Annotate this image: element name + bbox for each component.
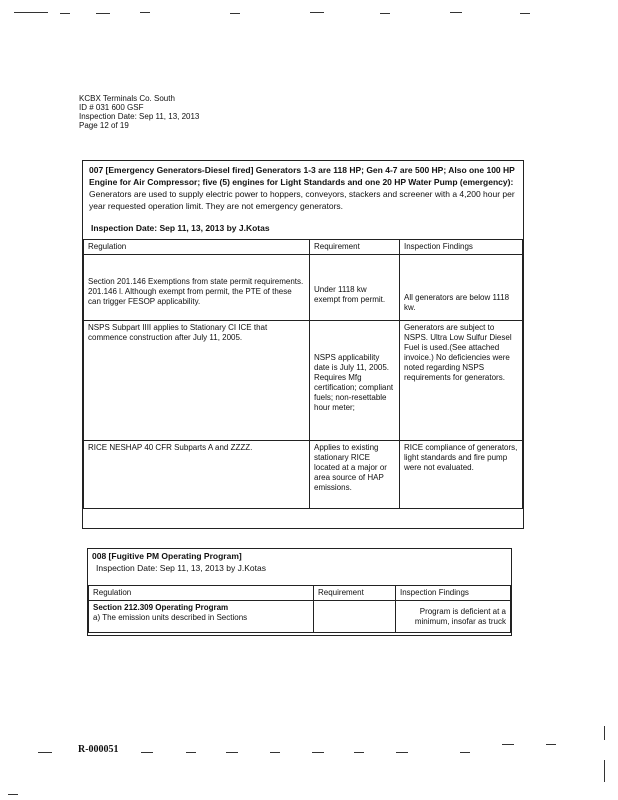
col-requirement: Requirement [310,240,400,255]
scan-dash [230,13,240,14]
section-008-title: 008 [Fugitive PM Operating Program] [92,551,242,561]
table-row [84,441,523,509]
footer-dash [270,752,280,753]
cell-findings: Generators are subject to NSPS. Ultra Low Sulfur Diesel Fuel is used.(See attached invoice.) No deficiencies were noted regarding NSPS requirements for generators. [400,321,523,441]
cell-findings: All generators are below 1118 kw. [400,255,523,321]
footer-dash [141,752,153,753]
footer-dash [312,752,324,753]
scan-dash [140,12,150,13]
header-line-inspection-date: Inspection Date: Sep 11, 13, 2013 [79,112,200,121]
cell-regulation-heading: Section 212.309 Operating Program [93,603,229,612]
scan-dash [380,13,390,14]
scan-dash [14,12,48,13]
cell-regulation: NSPS Subpart IIII applies to Stationary CI ICE that commence construction after July 11, 2005. [84,321,310,441]
cell-regulation-text: a) The emission units described in Sections [93,613,248,622]
table-row [89,601,511,633]
col-requirement: Requirement [314,586,396,601]
footer-dash [396,752,408,753]
footer-dash [502,744,514,745]
table-header-row [89,586,511,601]
cell-requirement: NSPS applicability date is July 11, 2005. Requires Mfg certification; compliant fuels; non-resettable hour meter; [310,321,400,441]
header-line-company: KCBX Terminals Co. South [79,94,175,103]
section-007-title-rest: Generators are used to supply electric power to hoppers, conveyors, stackers and screener with a 4,200 hour per year requested operation limit. They are not emergency generators. [89,189,515,211]
col-regulation: Regulation [84,240,310,255]
scan-dash [310,12,324,13]
scan-dash [96,13,110,14]
bates-number: R-000051 [78,744,119,755]
col-regulation: Regulation [89,586,314,601]
edge-mark [8,794,18,795]
section-007-table [83,239,523,509]
cell-requirement: Applies to existing stationary RICE located at a major or area source of HAP emissions. [310,441,400,509]
section-007-title-bold: 007 [Emergency Generators-Diesel fired] Generators 1-3 are 118 HP; Gen 4-7 are 500 HP; Also one 100 HP Engine for Air Compressor; five (5) engines for Light Standards and one 20 HP Water Pump (emergency): [89,165,515,187]
cell-regulation [89,601,314,633]
document-header [79,94,199,130]
footer-dash [354,752,364,753]
section-007-inspection-date: Inspection Date: Sep 11, 13, 2013 by J.Kotas [91,223,270,233]
footer-dash [546,744,556,745]
section-008-table [88,585,511,633]
scan-dash [520,13,530,14]
cell-findings: RICE compliance of generators, light standards and fire pump were not evaluated. [400,441,523,509]
scan-dash [60,13,70,14]
section-008-inspection-date: Inspection Date: Sep 11, 13, 2013 by J.Kotas [96,563,266,573]
table-header-row [84,240,523,255]
cell-regulation: RICE NESHAP 40 CFR Subparts A and ZZZZ. [84,441,310,509]
section-007 [82,160,524,529]
section-008 [87,548,512,636]
cell-findings: Program is deficient at a minimum, insofar as truck [396,601,511,633]
cell-regulation: Section 201.146 Exemptions from state permit requirements. 201.146 l. Although exempt from permit, the PTE of these can trigger FESOP applicability. [84,255,310,321]
footer-dash [186,752,196,753]
header-line-id: ID # 031 600 GSF [79,103,144,112]
edge-mark [604,760,605,782]
footer-dash [226,752,238,753]
section-007-title [83,161,523,215]
footer-dash [38,752,52,753]
footer-dash [460,752,470,753]
scan-dash [450,12,462,13]
table-row [84,321,523,441]
col-findings: Inspection Findings [400,240,523,255]
cell-requirement: Under 1118 kw exempt from permit. [310,255,400,321]
edge-mark [604,726,605,740]
table-row [84,255,523,321]
header-line-page: Page 12 of 19 [79,121,129,130]
cell-requirement [314,601,396,633]
col-findings: Inspection Findings [396,586,511,601]
